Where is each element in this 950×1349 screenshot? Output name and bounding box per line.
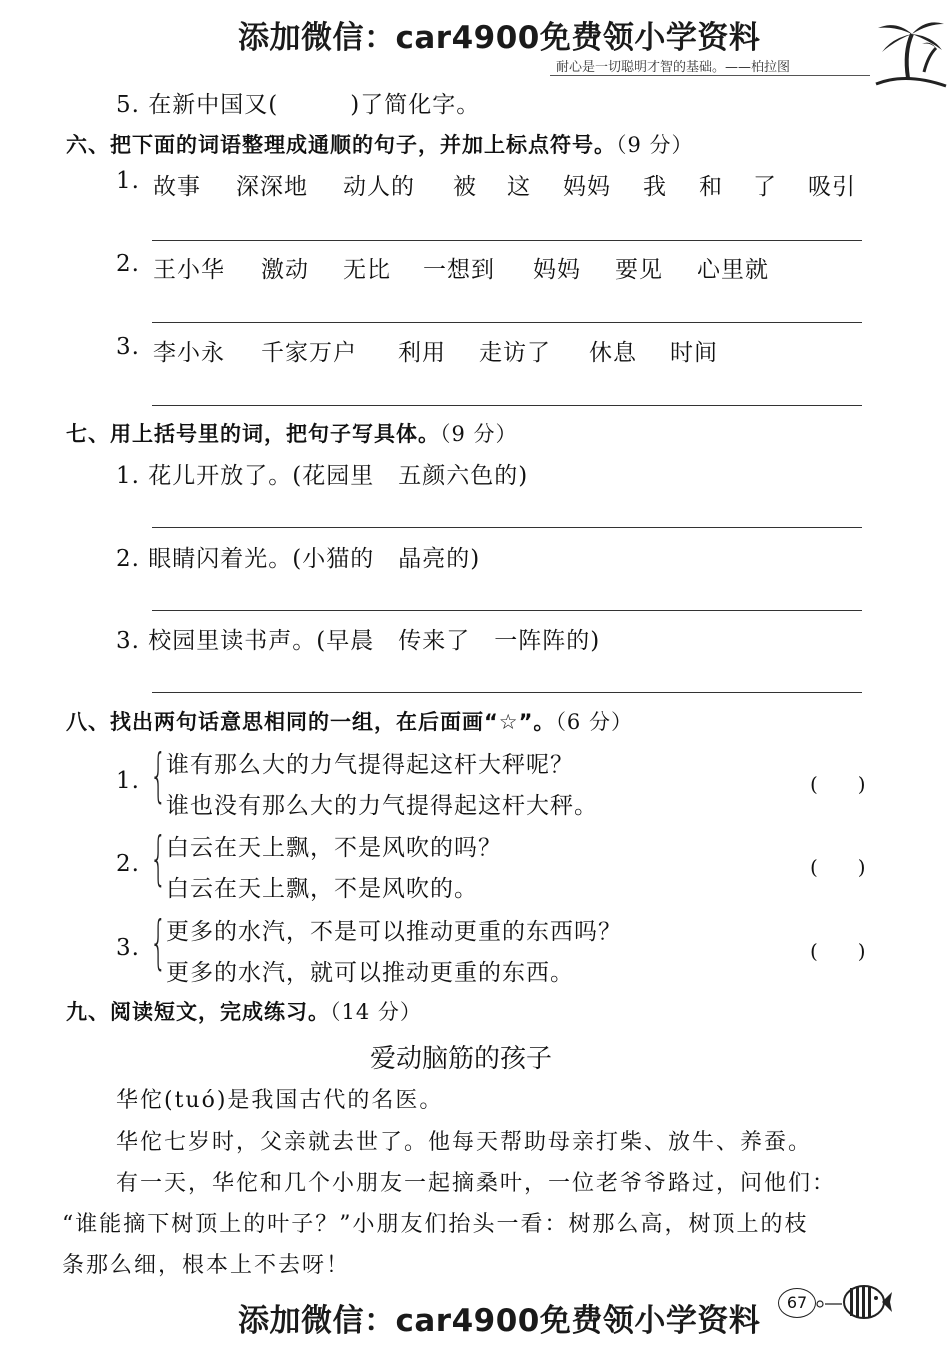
- passage-line-3: 有一天，华佗和几个小朋友一起摘桑叶，一位老爷爷路过，问他们：: [116, 1171, 837, 1196]
- s8-group-1-answer[interactable]: ( ): [810, 772, 866, 796]
- q5-item: [116, 86, 480, 119]
- word: 被: [453, 174, 477, 200]
- passage-line-4: “谁能摘下树顶上的叶子？”小朋友们抬头一看：树那么高，树顶上的枝: [62, 1212, 809, 1237]
- word: 吸引: [808, 174, 856, 200]
- section6-heading-text: 六、把下面的词语整理成通顺的句子，并加上标点符号。: [66, 133, 616, 157]
- s8-group-3-number: 3.: [116, 935, 140, 961]
- word: 深深地: [236, 174, 308, 200]
- s8-group-2-answer[interactable]: ( ): [810, 855, 866, 879]
- s8-group-1-number: 1.: [116, 768, 140, 794]
- word: 我: [643, 174, 667, 200]
- s8-group-1-sentence-b: 谁也没有那么大的力气提得起这杆大秤。: [166, 793, 598, 819]
- s8-group-2-number: 2.: [116, 851, 140, 877]
- s7-item-2: [116, 540, 480, 573]
- header-watermark: 添加微信：car4900免费领小学资料: [238, 20, 761, 56]
- word: 无比: [343, 257, 391, 283]
- word: 这: [507, 174, 531, 200]
- section8-heading-text: 八、找出两句话意思相同的一组，在后面画“☆”。: [66, 710, 556, 734]
- s6-item-1: [116, 168, 140, 194]
- s7-item-3: [116, 622, 600, 655]
- s7-item-1-number: 1.: [116, 463, 140, 489]
- section9-heading-text: 九、阅读短文，完成练习。: [66, 1000, 330, 1024]
- s8-group-2-sentence-a: 白云在天上飘，不是风吹的吗？: [166, 835, 502, 861]
- header-rule: [550, 75, 870, 76]
- word: 了: [753, 174, 777, 200]
- word: 心里就: [697, 257, 769, 283]
- s7-item-1: [116, 457, 528, 490]
- s7-answer-line-3[interactable]: [152, 692, 862, 693]
- s7-answer-line-2[interactable]: [152, 610, 862, 611]
- section8-heading: [66, 706, 633, 736]
- word: 一想到: [423, 257, 495, 283]
- passage-line-1: 华佗(tuó)是我国古代的名医。: [116, 1088, 444, 1113]
- section9-points: （14 分）: [330, 1000, 422, 1024]
- word: 休息: [589, 340, 637, 366]
- word: 要见: [615, 257, 663, 283]
- s6-item-3-number: 3.: [116, 334, 140, 360]
- s8-group-2-sentence-b: 白云在天上飘，不是风吹的。: [166, 876, 478, 902]
- q5-text: 在新中国又( )了简化字。: [148, 92, 481, 118]
- word: 激动: [261, 257, 309, 283]
- page-number-badge: [778, 1288, 816, 1318]
- passage-line-5: 条那么细，根本上不去呀！: [62, 1253, 351, 1278]
- s6-answer-line-3[interactable]: [152, 405, 862, 406]
- page-number: 67: [786, 1293, 808, 1312]
- section6-heading: [66, 129, 694, 159]
- section7-heading-text: 七、用上括号里的词，把句子写具体。: [66, 422, 440, 446]
- section8-points: （6 分）: [555, 710, 633, 734]
- word: 动人的: [343, 174, 415, 200]
- footer-watermark: 添加微信：car4900免费领小学资料: [238, 1303, 761, 1339]
- passage-title: 爱动脑筋的孩子: [370, 1044, 553, 1074]
- word: 和: [699, 174, 723, 200]
- word: 妈妈: [533, 257, 581, 283]
- s7-item-1-text: 花儿开放了。(花园里 五颜六色的): [148, 463, 529, 489]
- q5-number: 5.: [116, 92, 140, 118]
- brace-icon: {: [150, 824, 167, 892]
- s6-answer-line-1[interactable]: [152, 240, 862, 241]
- s6-item-3: [116, 334, 140, 360]
- section9-heading: [66, 996, 422, 1026]
- passage-line-2: 华佗七岁时，父亲就去世了。他每天帮助母亲打柴、放牛、养蚕。: [116, 1130, 813, 1155]
- s7-item-2-number: 2.: [116, 546, 140, 572]
- word: 王小华: [153, 257, 225, 283]
- word: 利用: [398, 340, 446, 366]
- section6-points: （9 分）: [616, 133, 694, 157]
- fish-icon: [814, 1280, 894, 1324]
- s8-group-3-sentence-a: 更多的水汽，不是可以推动更重的东西吗？: [166, 919, 622, 945]
- s7-item-2-text: 眼睛闪着光。(小猫的 晶亮的): [148, 546, 481, 572]
- header-quote: 耐心是一切聪明才智的基础。——柏拉图: [556, 60, 791, 75]
- word: 千家万户: [261, 340, 357, 366]
- word: 时间: [670, 340, 718, 366]
- section7-points: （9 分）: [440, 422, 518, 446]
- s8-group-3-answer[interactable]: ( ): [810, 939, 866, 963]
- s7-item-3-number: 3.: [116, 628, 140, 654]
- s6-item-2-number: 2.: [116, 251, 140, 277]
- palm-tree-icon: [866, 12, 950, 92]
- s8-group-1-sentence-a: 谁有那么大的力气提得起这杆大秤呢？: [166, 752, 574, 778]
- word: 李小永: [153, 340, 225, 366]
- s6-item-2: [116, 251, 140, 277]
- word: 走访了: [479, 340, 551, 366]
- brace-icon: {: [150, 741, 167, 809]
- section7-heading: [66, 418, 518, 448]
- word: 妈妈: [563, 174, 611, 200]
- s6-answer-line-2[interactable]: [152, 322, 862, 323]
- s8-group-3-sentence-b: 更多的水汽，就可以推动更重的东西。: [166, 960, 574, 986]
- s7-answer-line-1[interactable]: [152, 527, 862, 528]
- s6-item-1-number: 1.: [116, 168, 140, 194]
- word: 故事: [153, 174, 201, 200]
- s7-item-3-text: 校园里读书声。(早晨 传来了 一阵阵的): [148, 628, 601, 654]
- brace-icon: {: [150, 908, 167, 976]
